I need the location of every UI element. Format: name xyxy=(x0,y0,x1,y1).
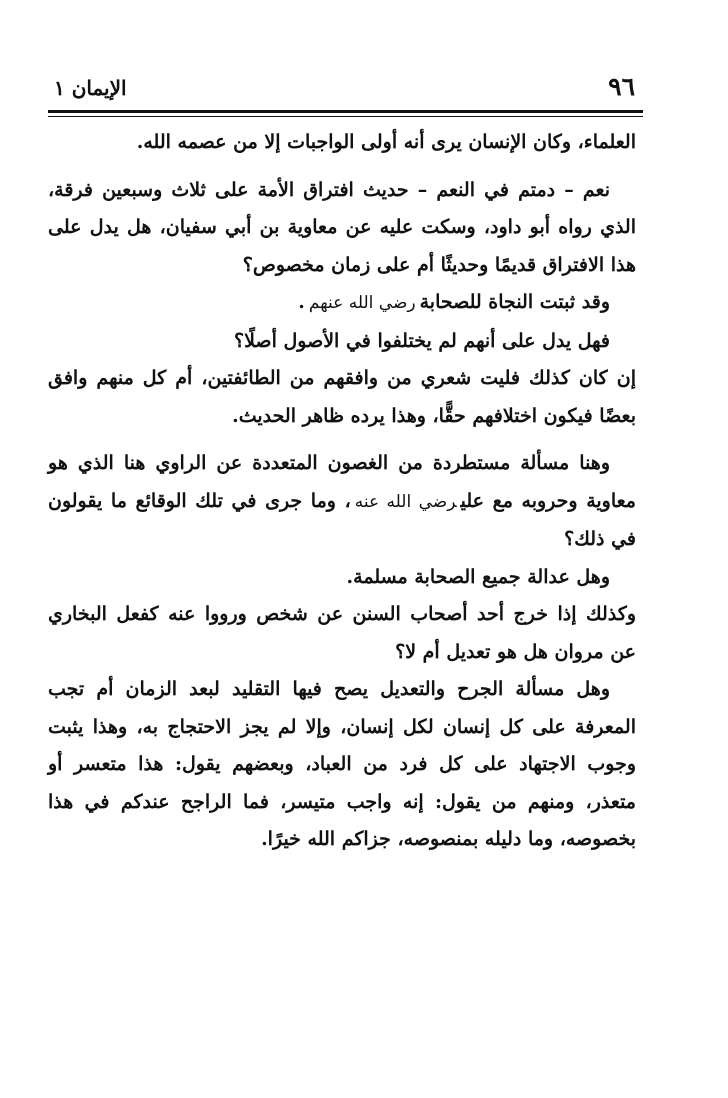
paragraph-7: وهل عدالة جميع الصحابة مسلمة. xyxy=(346,565,610,588)
honorific-symbol-single: رضي الله عنه xyxy=(354,491,457,512)
paragraph-3-end: . xyxy=(298,291,305,313)
paragraph-9: وهل مسألة الجرح والتعديل يصح فيها التقليد لبعد الزمان أم تجب المعرفة على كل إنسان لكل إنسان، وإلا لم يجز الاحتجاج به، وهذا يثبت وجوب الاجتهاد على كل فرد من العباد، وبعضهم يقول: هذا متعسر أو متعذر، ومنهم من يقول: إنه واجب متيسر، فما الراجح عندكم في هذا بخصوصه، وما دليله بمنصوصه، جزاكم الله خيرًا. xyxy=(48,678,636,850)
running-title: الإيمان ١ xyxy=(54,76,127,100)
paragraph-3 xyxy=(48,284,636,323)
paragraph-3-text: وقد ثبتت النجاة للصحابة xyxy=(419,291,610,313)
page-header xyxy=(48,70,643,106)
paragraph-6-text: وهنا مسألة مستطردة من الغصون المتعددة عن الراوي هنا الذي هو معاوية وحروبه مع علي xyxy=(48,452,636,512)
body-text xyxy=(48,124,636,859)
paragraph-2: نعم – دمتم في النعم – حديث افتراق الأمة على ثلاث وسبعين فرقة، الذي رواه أبو داود، وسكت عليه عن معاوية بن أبي سفيان، هل يدل على هذا الافتراق قديمًا وحديثًا أم على زمان مخصوص؟ xyxy=(48,178,636,276)
paragraph-6-end: ، وما جرى في تلك الوقائع ما يقولون في ذلك؟ xyxy=(48,489,636,550)
header-rule-thin xyxy=(48,116,643,117)
paragraph-4: فهل يدل على أنهم لم يختلفوا في الأصول أصلًا؟ xyxy=(234,329,610,352)
paragraph-8: وكذلك إذا خرج أحد أصحاب السنن عن شخص ورووا عنه كفعل البخاري عن مروان هل هو تعديل أم لا؟ xyxy=(48,603,636,663)
paragraph-6 xyxy=(48,445,636,559)
paragraph-5: إن كان كذلك فليت شعري من وافقهم من الطائفتين، أم كل منهم وافق بعضًا فيكون اختلافهم حقًّا، وهذا يرده ظاهر الحديث. xyxy=(48,367,636,427)
honorific-symbol: رضي الله عنهم xyxy=(308,293,416,313)
header-rule-thick xyxy=(48,110,643,113)
page-number: ٩٦ xyxy=(608,72,635,101)
paragraph-1: العلماء، وكان الإنسان يرى أنه أولى الواجبات إلا من عصمه الله. xyxy=(136,131,636,153)
